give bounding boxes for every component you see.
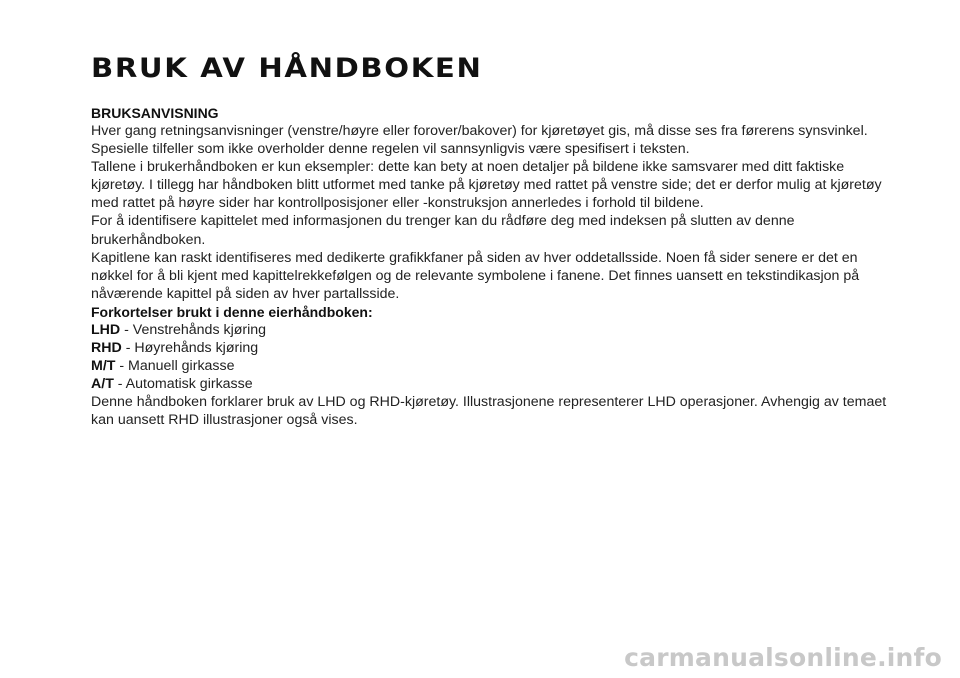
abbreviation-key: RHD [91, 340, 122, 357]
abbreviations-heading: Forkortelser brukt i denne eierhåndboken: [91, 303, 373, 320]
section-heading: BRUKSANVISNING [91, 105, 219, 121]
abbreviation-desc: - Venstrehånds kjøring [120, 321, 267, 338]
abbreviation-desc: - Automatisk girkasse [113, 376, 253, 393]
paragraph-figures: Tallene i brukerhåndboken er kun eksempler: dette kan bety at noen detaljer på bildene ikke samsvarer med ditt faktiske kjøretøy. I tillegg har håndboken blitt utformet med tanke på kjøretøy med rattet på venstre side; det er derfor mulig at kjøretøy med rattet på høyre sider har kontrollposisjoner eller -konstruksjon annerledes i forhold til bildene. [91, 159, 882, 212]
page-title: BRUK AV HÅNDBOKEN [91, 53, 483, 84]
abbreviation-item [91, 321, 891, 339]
abbreviation-desc: - Manuell girkasse [115, 358, 235, 375]
abbreviation-item [91, 357, 891, 375]
abbreviation-desc: - Høyrehånds kjøring [121, 340, 259, 357]
abbreviation-key: LHD [91, 321, 121, 338]
manual-page [91, 52, 891, 430]
abbreviation-item [91, 375, 891, 393]
watermark: carmanualsonline.info [624, 643, 942, 672]
paragraph-directions: Hver gang retningsanvisninger (venstre/høyre eller forover/bakover) for kjøretøyet gis, må disse ses fra førerens synsvinkel. Spesielle tilfeller som ikke overholder denne regelen vil sannsynligvis være spesifisert i teksten. [91, 123, 868, 158]
paragraph-lhd-rhd: Denne håndboken forklarer bruk av LHD og RHD-kjøretøy. Illustrasjonene representerer LHD operasjoner. Avhengig av temaet kan uansett RHD illustrasjoner også vises. [91, 394, 887, 429]
paragraph-index: For å identifisere kapittelet med informasjonen du trenger kan du rådføre deg med indeksen på slutten av denne brukerhåndboken. [91, 213, 795, 248]
abbreviation-key: M/T [91, 358, 116, 375]
abbreviation-key: A/T [91, 376, 114, 393]
paragraph-chapters: Kapitlene kan raskt identifiseres med dedikerte grafikkfaner på siden av hver oddetallsside. Noen få sider senere er det en nøkkel for å bli kjent med kapittelrekkefølgen og de relevante symbolene i fanene. Det finnes uansett en tekstindikasjon på nåværende kapittel på siden av hver partallsside. [91, 249, 860, 302]
abbreviation-item [91, 339, 891, 357]
